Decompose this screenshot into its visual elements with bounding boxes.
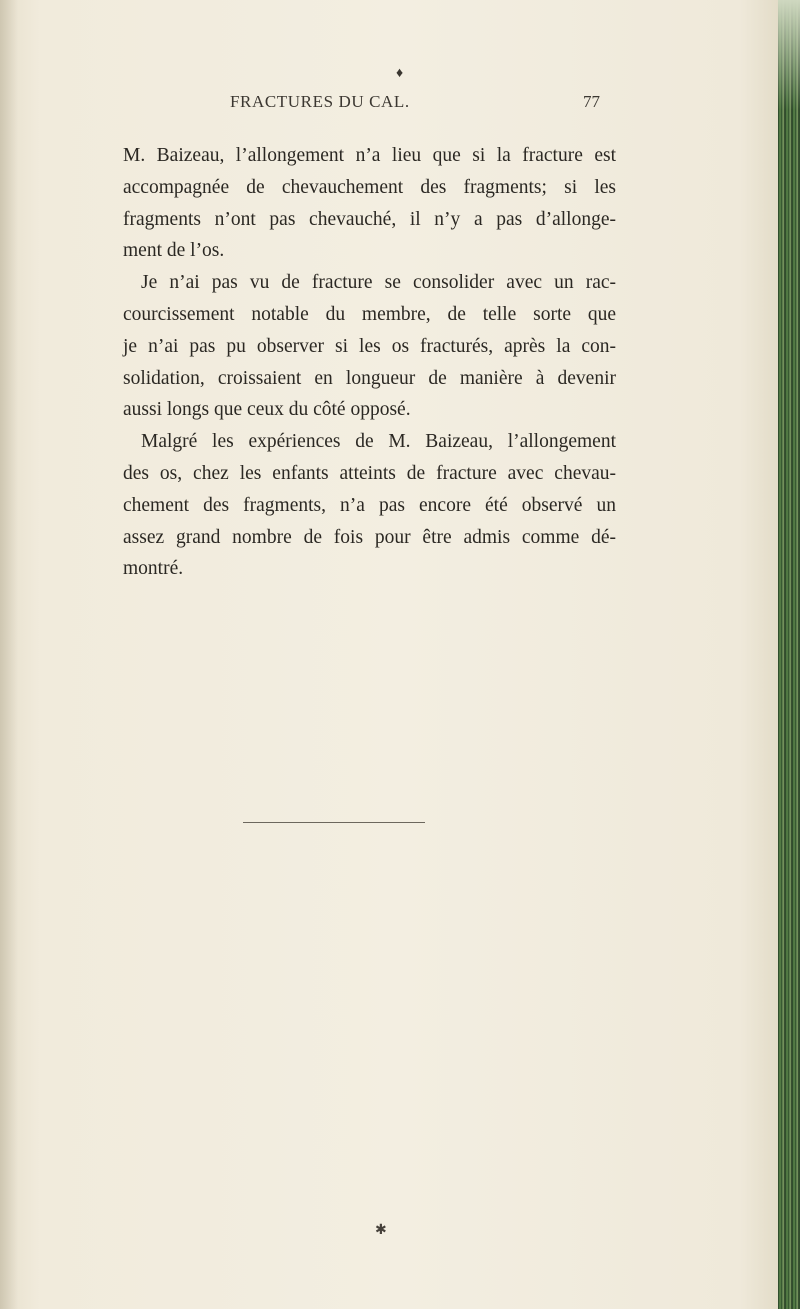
text-line: assez grand nombre de fois pour être admis comme dé- <box>123 526 616 548</box>
text-line: Malgré les expériences de M. Baizeau, l’allongement <box>141 431 616 453</box>
text-line: je n’ai pas pu observer si les os fracturés, après la con- <box>123 335 616 357</box>
text-line: solidation, croissaient en longueur de manière à devenir <box>123 367 616 389</box>
text-line: montré. <box>123 558 184 580</box>
text-line: aussi longs que ceux du côté opposé. <box>123 399 411 421</box>
text-line: chement des fragments, n’a pas encore été observé un <box>123 494 616 516</box>
text-line: ment de l’os. <box>123 240 225 262</box>
running-title: FRACTURES DU CAL. <box>230 92 410 111</box>
body-text <box>123 140 616 585</box>
bottom-ornament-mark: ✱ <box>375 1223 387 1238</box>
top-ornament-mark: ♦ <box>396 66 404 81</box>
text-line: accompagnée de chevauchement des fragments; si les <box>123 176 616 198</box>
text-line: courcissement notable du membre, de telle sorte que <box>123 303 616 325</box>
text-line: M. Baizeau, l’allongement n’a lieu que si la fracture est <box>123 145 616 166</box>
book-binding-edge <box>778 0 800 1309</box>
page-edge-shadow <box>0 0 18 1309</box>
page-number: 77 <box>583 92 600 111</box>
page-header <box>230 92 600 120</box>
section-divider-rule <box>243 822 425 823</box>
text-line: des os, chez les enfants atteints de fracture avec chevau- <box>123 462 616 484</box>
text-line: fragments n’ont pas chevauché, il n’y a pas d’allonge- <box>123 208 616 230</box>
text-line: Je n’ai pas vu de fracture se consolider avec un rac- <box>141 272 616 294</box>
binding-highlight <box>778 0 800 110</box>
